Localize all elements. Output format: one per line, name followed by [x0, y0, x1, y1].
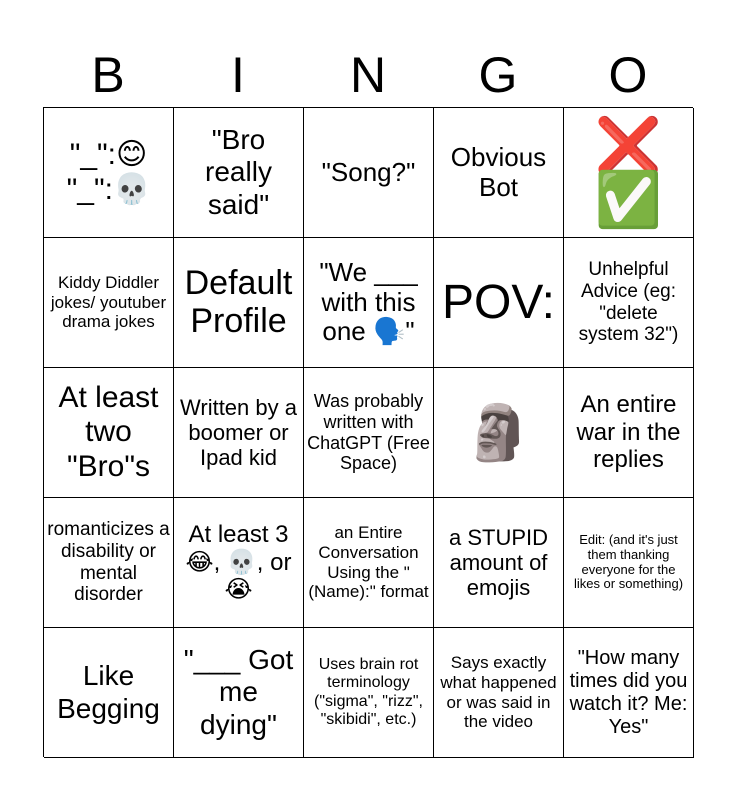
bingo-cell-r5c4[interactable]: Says exactly what happened or was said in the video — [434, 628, 564, 758]
bingo-cell-r3c3[interactable]: Was probably written with ChatGPT (Free Space) — [304, 368, 434, 498]
bingo-cell-r5c1[interactable]: Like Begging — [44, 628, 174, 758]
bingo-board — [43, 107, 693, 757]
bingo-cell-r1c4[interactable]: Obvious Bot — [434, 108, 564, 238]
bingo-cell-r2c1[interactable]: Kiddy Diddler jokes/ youtuber drama jokes — [44, 238, 174, 368]
header-letter-o: O — [608, 47, 648, 103]
bingo-cell-r1c1[interactable]: "_":😊 "_":💀 — [44, 108, 174, 238]
header-letter-b: B — [91, 47, 125, 103]
bingo-cell-r4c4[interactable]: a STUPID amount of emojis — [434, 498, 564, 628]
bingo-cell-r5c3[interactable]: Uses brain rot terminology ("sigma", "rizz", "skibidi", etc.) — [304, 628, 434, 758]
bingo-cell-r3c2[interactable]: Written by a boomer or Ipad kid — [174, 368, 304, 498]
bingo-header — [43, 42, 693, 108]
bingo-cell-r3c5[interactable]: An entire war in the replies — [564, 368, 694, 498]
bingo-cell-r4c2[interactable]: At least 3 😂, 💀, or 😭 — [174, 498, 304, 628]
header-letter-g: G — [478, 47, 518, 103]
header-letter-n: N — [349, 47, 387, 103]
bingo-cell-r1c5[interactable]: ❌ ✅ — [564, 108, 694, 238]
bingo-cell-r3c1[interactable]: At least two "Bro"s — [44, 368, 174, 498]
bingo-cell-r1c2[interactable]: "Bro really said" — [174, 108, 304, 238]
bingo-cell-r1c3[interactable]: "Song?" — [304, 108, 434, 238]
bingo-cell-r2c2[interactable]: Default Profile — [174, 238, 304, 368]
bingo-cell-r2c4[interactable]: POV: — [434, 238, 564, 368]
bingo-cell-r5c2[interactable]: "___ Got me dying" — [174, 628, 304, 758]
bingo-cell-r5c5[interactable]: "How many times did you watch it? Me: Yes" — [564, 628, 694, 758]
bingo-cell-r4c1[interactable]: romanticizes a disability or mental disorder — [44, 498, 174, 628]
bingo-cell-r3c4[interactable]: 🗿 — [434, 368, 564, 498]
bingo-cell-r2c3[interactable]: "We ___ with this one 🗣️" — [304, 238, 434, 368]
bingo-cell-r4c5[interactable]: Edit: (and it's just them thanking everyone for the likes or something) — [564, 498, 694, 628]
bingo-cell-r4c3[interactable]: an Entire Conversation Using the "(Name):" format — [304, 498, 434, 628]
bingo-cell-r2c5[interactable]: Unhelpful Advice (eg: "delete system 32") — [564, 238, 694, 368]
header-letter-i: I — [231, 47, 245, 103]
